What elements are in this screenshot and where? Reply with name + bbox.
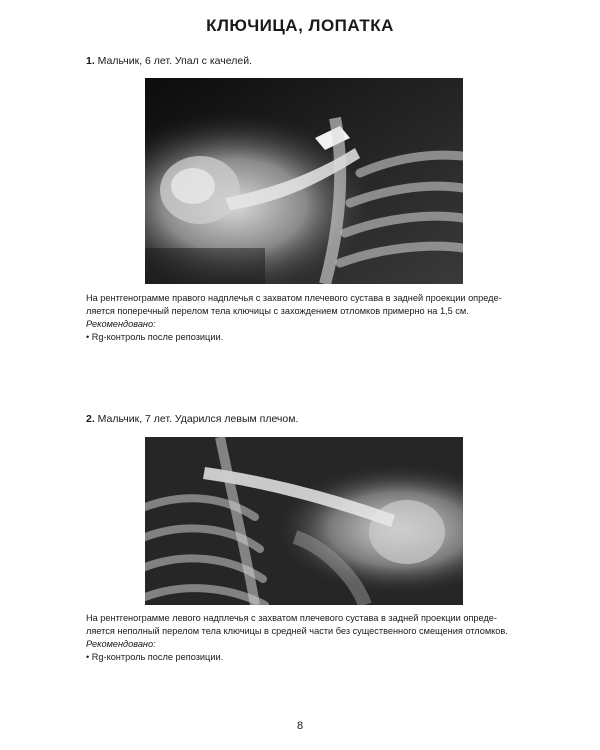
case-1-recommendation: • Rg-контроль после репозиции. (86, 332, 224, 342)
case-1-description-line-1: На рентгенограмме правого надплечья с захватом плечевого сустава в задней проекции опреде- (86, 293, 502, 303)
page-number: 8 (296, 720, 304, 732)
case-2-recommendation: • Rg-контроль после репозиции. (86, 652, 224, 662)
case-1-number: 1. (86, 55, 95, 67)
case-2-number: 2. (86, 413, 95, 425)
case-2-recommended-label: Рекомендовано: (86, 639, 156, 649)
case-2-description (86, 612, 516, 664)
case-1-description (86, 292, 516, 344)
case-1-heading (86, 55, 252, 67)
xray-image-right-shoulder (145, 78, 463, 284)
xray-image-left-shoulder (145, 437, 463, 605)
case-2-heading-text: Мальчик, 7 лет. Ударился левым плечом. (94, 413, 299, 425)
case-1-description-line-2: ляется поперечный перелом тела ключицы с захождением отломков примерно на 1,5 см. (86, 306, 469, 316)
page-title: КЛЮЧИЦА, ЛОПАТКА (206, 16, 394, 35)
case-1-heading-text: Мальчик, 6 лет. Упал с качелей. (94, 55, 252, 67)
case-1-recommended-label: Рекомендовано: (86, 319, 156, 329)
case-2-heading (86, 413, 298, 425)
case-2-description-line-2: ляется неполный перелом тела ключицы в средней части без существенного смещения отломков. (86, 626, 508, 636)
case-2-description-line-1: На рентгенограмме левого надплечья с захватом плечевого сустава в задней проекции опреде- (86, 613, 497, 623)
